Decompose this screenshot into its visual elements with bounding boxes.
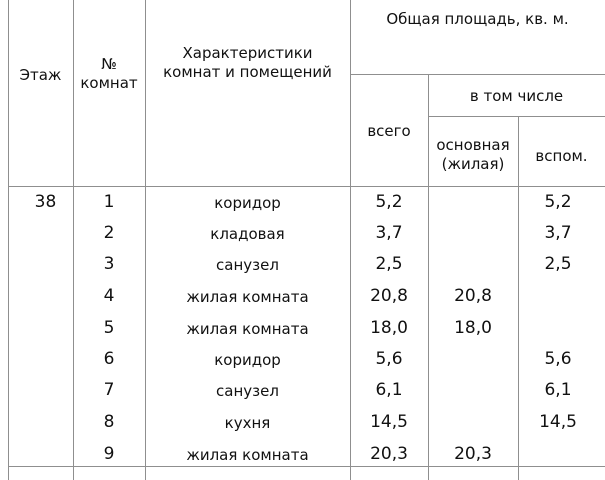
cell-total-area: 18,0 [370,318,408,339]
header-floor-text: Этаж [19,65,62,84]
cell-main-area: 20,8 [454,286,492,307]
cell-floor [8,314,83,344]
cell-main-area: 20,3 [454,444,492,465]
header-including-text: в том числе [469,86,564,105]
cell-room-number: 2 [103,223,115,244]
cell-room-number: 4 [103,286,115,307]
header-total-area-text: Общая площадь, кв. м. [386,9,569,28]
cell-room-name: коридор [214,193,281,212]
cell-room-name: жилая комната [186,319,309,338]
grid-line [350,74,605,75]
cell-total-area: 20,8 [370,286,408,307]
cell-floor [8,250,83,280]
cell-room-name: санузел [216,255,279,274]
cell-main-area [428,408,518,438]
cell-aux-area [518,314,598,344]
cell-total-area: 20,3 [370,444,408,465]
cell-room-number: 6 [103,349,115,370]
cell-total-area: 5,2 [375,192,403,213]
cell-floor [8,408,83,438]
grid-line [8,186,605,187]
cell-total-area: 2,5 [375,254,403,275]
grid-line [428,116,605,117]
cell-main-area: 18,0 [454,318,492,339]
header-including [428,82,605,110]
header-aux [518,142,605,170]
cell-main-area [428,188,518,218]
cell-room-number: 1 [103,192,115,213]
cell-room-number: 9 [103,444,115,465]
header-all [350,116,428,146]
cell-aux-area: 2,5 [544,254,572,275]
cell-floor [8,282,83,312]
cell-aux-area: 5,2 [544,192,572,213]
header-characteristics-line2: комнат и помещений [163,63,332,81]
header-floor [8,60,73,90]
cell-aux-area [518,440,598,470]
cell-total-area: 14,5 [370,412,408,433]
cell-room-name: санузел [216,381,279,400]
cell-room-number: 5 [103,318,115,339]
cell-aux-area: 6,1 [544,380,572,401]
header-room-number-sign: № [101,55,117,74]
header-total-area [350,4,605,34]
cell-floor [8,440,83,470]
cell-room-number: 8 [103,412,115,433]
header-main-line2: (жилая) [441,155,505,173]
header-characteristics [145,40,350,86]
header-aux-text: вспом. [535,146,588,165]
cell-total-area: 3,7 [375,223,403,244]
cell-main-area [428,250,518,280]
cell-room-name: жилая комната [186,287,309,306]
cell-room-name: жилая комната [186,445,309,464]
cell-floor [8,219,83,249]
header-main [428,132,518,178]
cell-aux-area: 5,6 [544,349,572,370]
header-room-number [73,50,145,98]
cell-total-area: 6,1 [375,380,403,401]
cell-room-number: 3 [103,254,115,275]
cell-main-area [428,345,518,375]
cell-floor [8,345,83,375]
cell-room-name: кухня [224,413,271,432]
header-main-line1: основная [436,136,510,155]
cell-room-name: коридор [214,350,281,369]
cell-room-name: кладовая [210,224,285,243]
cell-room-number: 7 [103,380,115,401]
cell-aux-area [518,282,598,312]
cell-total-area: 5,6 [375,349,403,370]
cell-main-area [428,219,518,249]
cell-aux-area: 3,7 [544,223,572,244]
header-characteristics-line1: Характеристики [182,44,313,63]
cell-floor [8,376,83,406]
cell-main-area [428,376,518,406]
cell-aux-area: 14,5 [539,412,577,433]
cell-floor: 38 [34,192,57,213]
header-all-text: всего [367,121,411,140]
header-room-number-label: комнат [80,74,138,92]
